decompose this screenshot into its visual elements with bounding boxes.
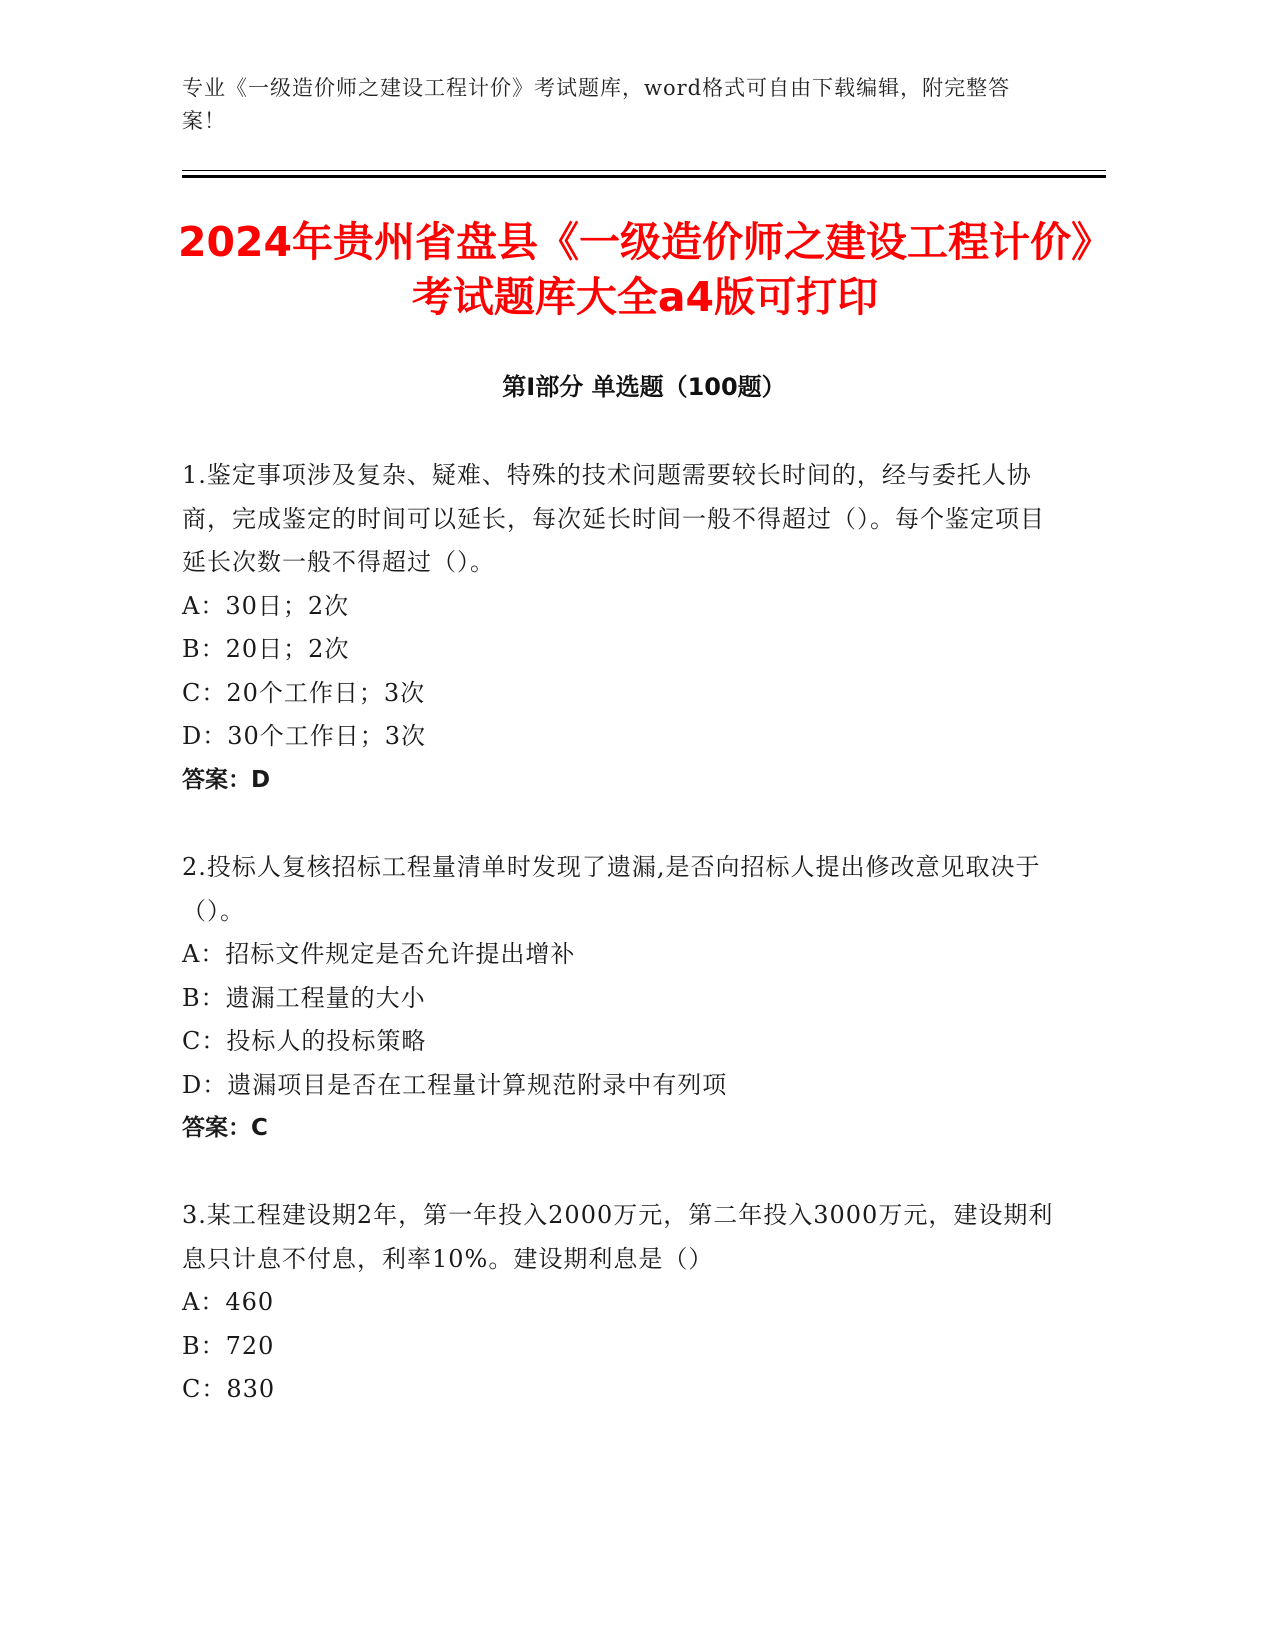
- document-title: 2024年贵州省盘县《一级造价师之建设工程计价》考试题库大全a4版可打印: [177, 218, 1113, 321]
- option-a: A：30日；2次: [182, 591, 350, 620]
- option-c: C：830: [182, 1375, 276, 1403]
- question-stem: 2.投标人复核招标工程量清单时发现了遗漏,是否向招标人提出修改意见取决于（）。: [182, 853, 1041, 925]
- option-b: B：20日；2次: [182, 635, 350, 663]
- header-note: 专业《一级造价师之建设工程计价》考试题库，word格式可自由下载编辑，附完整答案！: [182, 76, 1011, 133]
- header-rule-thick: [182, 175, 1106, 178]
- section-title: 第I部分 单选题（100题）: [502, 373, 786, 401]
- question-stem: 3.某工程建设期2年，第一年投入2000万元，第二年投入3000万元，建设期利息只计息不付息，利率10%。建设期利息是（）: [182, 1201, 1054, 1273]
- header-rule-thin: [182, 170, 1106, 171]
- option-a: A：460: [182, 1288, 275, 1316]
- question-1: [182, 454, 1062, 802]
- option-d: D：遗漏项目是否在工程量计算规范附录中有列项: [182, 1070, 728, 1099]
- question-3: [182, 1194, 1062, 1412]
- question-stem: 1.鉴定事项涉及复杂、疑难、特殊的技术问题需要较长时间的，经与委托人协商，完成鉴定的时间可以延长，每次延长时间一般不得超过（）。每个鉴定项目延长次数一般不得超过（）。: [182, 461, 1045, 576]
- option-c: C：投标人的投标策略: [182, 1027, 427, 1055]
- answer: 答案：C: [182, 1115, 268, 1141]
- option-a: A：招标文件规定是否允许提出增补: [182, 940, 576, 968]
- option-c: C：20个工作日；3次: [182, 678, 426, 707]
- question-2: [182, 846, 1062, 1151]
- answer: 答案：D: [182, 766, 271, 793]
- option-d: D：30个工作日；3次: [182, 722, 427, 750]
- option-b: B：720: [182, 1331, 275, 1360]
- option-b: B：遗漏工程量的大小: [182, 983, 426, 1012]
